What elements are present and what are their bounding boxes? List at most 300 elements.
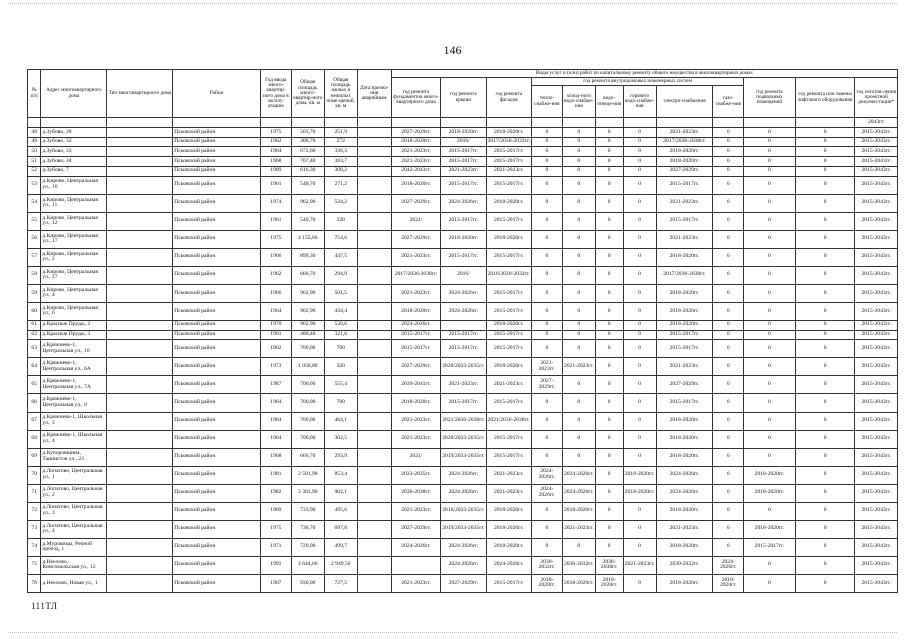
cell-gas: 0 [713,448,744,466]
col-type: Тип многоквартирного дома [107,70,173,118]
cell-res-area: 447,5 [324,248,357,266]
cell-basement: 0 [744,157,796,167]
cell-foundation: 2015-2017гг. [391,340,440,358]
cell-cold-water: 0 [562,538,595,556]
cell-hot-water: 0 [623,266,656,284]
cell-type [107,394,173,412]
cell-foundation: 2021-2023гг. [391,412,440,430]
cell-roof: 2015-2017гг. [441,147,486,157]
cell-facade: 2015-2017гг. [486,430,531,448]
col-basement: год ремонта подвальных помещений [744,78,796,118]
cell-total-area: 503,70 [291,128,324,138]
cell-heat: 0 [531,412,562,430]
cell-gas: 0 [713,340,744,358]
cell-heat: 0 [531,157,562,167]
cell-date-recog [357,330,391,340]
cell-type [107,147,173,157]
cell-facade: 2021-2023гг. [486,166,531,176]
cell-sewer: 0 [595,248,623,266]
cell-facade: 2018-2020гг. [486,194,531,212]
cell-electric: 2018-2020гг. [656,320,713,330]
cell-gas: 0 [713,466,744,484]
cell-date-recog [357,520,391,538]
cell-hot-water: 0 [623,230,656,248]
cell-gas: 0 [713,176,744,194]
cell-total-area: 700,00 [291,340,324,358]
cell-total-area: 480,40 [291,330,324,340]
cell-total-area: 962,90 [291,194,324,212]
cell-total-area: 736,70 [291,520,324,538]
cell-heat: 0 [531,248,562,266]
cell-district: Псковский район [173,574,261,592]
cell-date-recog [357,157,391,167]
cell-res-area: 302,5 [324,430,357,448]
cell-design: 2015-2043гг. [855,538,898,556]
cell-roof: 2015-2017гг. [441,248,486,266]
cell-num: 59 [28,284,41,302]
cell-heat: 0 [531,520,562,538]
cell-district: Псковский район [173,330,261,340]
cell-design: 2015-2043гг. [855,157,898,167]
cell-district: Псковский район [173,556,261,574]
cell-design: 2015-2043гг. [855,212,898,230]
table-row [28,502,898,520]
cell-roof: 2021/2036-2038гг. [441,412,486,430]
cell-address: д.Лопатово, Центральная ул., 2 [41,484,107,502]
cell-design: 2015-2043гг. [855,574,898,592]
cell-electric: 2018-2020гг. [656,412,713,430]
cell-basement: 0 [744,358,796,376]
cell-basement: 0 [744,394,796,412]
cell-district: Псковский район [173,248,261,266]
cell-num: 73 [28,520,41,538]
cell-facade: 2018-2020гг. [486,320,531,330]
cell-hot-water: 0 [623,284,656,302]
cell-facade: 2015-2017гг. [486,302,531,320]
cell-electric: 2015-2017гг. [656,176,713,194]
table-row [28,166,898,176]
cell-year: 1962 [260,340,291,358]
cell-foundation: 2021-2023гг. [391,248,440,266]
page-number: 146 [443,43,462,57]
cell-cold-water: 0 [562,128,595,138]
cell-date-recog [357,448,391,466]
cell-heat: 0 [531,176,562,194]
cell-electric: 2018-2020гг. [656,248,713,266]
cell-cold-water: 0 [562,394,595,412]
cell-lift: 0 [795,376,855,394]
cell-lift: 0 [795,574,855,592]
cell-roof [441,320,486,330]
cell-num: 54 [28,194,41,212]
cell-num: 65 [28,376,41,394]
cell-gas: 0 [713,484,744,502]
cell-year: 1981 [260,466,291,484]
cell-facade: 2016/2030-2032гг. [486,266,531,284]
top-dotted-rule [8,3,897,4]
cell-electric: 2017/2036-2038гг. [656,137,713,147]
cell-heat: 0 [531,394,562,412]
cell-roof: 2016/ [441,266,486,284]
cell-date-recog [357,320,391,330]
cell-type [107,358,173,376]
cell-sewer: 0 [595,330,623,340]
cell-type [107,412,173,430]
cell-date-recog [357,166,391,176]
cell-electric: 2018-2020гг. [656,448,713,466]
cell-basement: 0 [744,230,796,248]
cell-heat: 0 [531,302,562,320]
cell-type [107,448,173,466]
cell-gas: 0 [713,194,744,212]
cell-address: д.Лопатово, Центральная ул., 4 [41,520,107,538]
col-facade: год ремонта фасадов [486,78,531,118]
cell-electric: 2021-2023гг. [656,230,713,248]
cell-cold-water: 2018-2020гг. [562,574,595,592]
cell-district: Псковский район [173,284,261,302]
cell-cold-water: 2024-2026гг. [562,484,595,502]
cell-gas: 0 [713,284,744,302]
cell-district: Псковский район [173,466,261,484]
cell-lift: 0 [795,176,855,194]
table-row [28,412,898,430]
cell-num: 70 [28,466,41,484]
col-res-area: Общая площадь жилых и нежилых поме-щений, кв. м [324,70,357,118]
cell-electric: 2018-2020гг. [656,284,713,302]
cell-design: 2015-2043гг. [855,556,898,574]
table-row [28,484,898,502]
cell-basement: 0 [744,430,796,448]
table-row [28,248,898,266]
cell-district: Псковский район [173,266,261,284]
cell-basement: 0 [744,284,796,302]
cell-roof: 2015-2017гг. [441,212,486,230]
cell-res-area: 727,5 [324,574,357,592]
cell-sewer: 0 [595,466,623,484]
cell-district: Псковский район [173,376,261,394]
cell-electric: 2018-2020гг. [656,430,713,448]
cell-electric: 2018-2020гг. [656,147,713,157]
cell-total-area: 700,00 [291,394,324,412]
cell-year: 1973 [260,358,291,376]
cell-date-recog [357,484,391,502]
cell-num: 62 [28,330,41,340]
cell-type [107,574,173,592]
cell-gas: 0 [713,266,744,284]
cell-roof: 2019/2033-2035гг. [441,448,486,466]
cell-lift: 0 [795,394,855,412]
cell-date-recog [357,394,391,412]
cell-year: 1961 [260,330,291,340]
cell-total-area: 1 050,80 [291,358,324,376]
cell-year: 1968 [260,157,291,167]
cell-type [107,212,173,230]
cell-address: д.Кирово, Центральная ул., 11 [41,194,107,212]
cell-basement: 0 [744,212,796,230]
cell-sewer: 0 [595,412,623,430]
cell-sewer: 2036-2038гг. [595,556,623,574]
cell-year: 1971 [260,538,291,556]
cell-date-recog [357,376,391,394]
cell-num: 53 [28,176,41,194]
cell-foundation: 2018-2020гг. [391,302,440,320]
cell-total-area: 930,00 [291,574,324,592]
col-year: Год ввода много-квартир-ного дома в эксплу-атацию [260,70,291,118]
table-row [28,128,898,138]
cell-foundation: 2036-2038гг. [391,484,440,502]
table-row [28,194,898,212]
cell-total-area: 733,90 [291,502,324,520]
cell-year: 1987 [260,376,291,394]
cell-sewer: 0 [595,320,623,330]
cell-sewer: 0 [595,520,623,538]
cell-date-recog [357,248,391,266]
cell-electric: 2021-2023гг. [656,358,713,376]
cell-res-area: 320 [324,212,357,230]
cell-year: 1964 [260,412,291,430]
cell-gas: 0 [713,212,744,230]
col-design: год изготов-ления проектной докумен-тации* [855,78,898,118]
cell-type [107,166,173,176]
cell-cold-water: 0 [562,330,595,340]
cell-heat: 2024-2026гг. [531,484,562,502]
cell-facade: 2018-2020гг. [486,358,531,376]
cell-gas: 0 [713,330,744,340]
cell-district: Псковский район [173,320,261,330]
cell-address: д.Зубово, 32 [41,137,107,147]
cell-cold-water: 0 [562,340,595,358]
cell-district: Псковский район [173,538,261,556]
cell-foundation: 2027-2029гг. [391,128,440,138]
cell-district: Псковский район [173,502,261,520]
cell-facade: 2015-2017гг. [486,176,531,194]
table-row [28,284,898,302]
cell-cold-water: 0 [562,194,595,212]
cell-basement: 0 [744,412,796,430]
cell-lift: 0 [795,358,855,376]
cell-facade: 2018-2020гг. [486,230,531,248]
cell-gas: 0 [713,248,744,266]
cell-year: 1991 [260,556,291,574]
cell-type [107,194,173,212]
cell-year: 1974 [260,194,291,212]
cell-sewer: 0 [595,166,623,176]
cell-heat: 2018-2020гг. [531,574,562,592]
cell-hot-water: 0 [623,302,656,320]
table-row [28,320,898,330]
cell-year: 1975 [260,520,291,538]
cell-foundation: 2027-2029гг. [391,230,440,248]
cell-res-area: 251,9 [324,128,357,138]
cell-type [107,340,173,358]
cell-res-area: 308,2 [324,166,357,176]
cell-gas: 0 [713,230,744,248]
cell-electric: 2027-2029гг. [656,166,713,176]
cell-electric: 2015-2017гг. [656,330,713,340]
cell-sewer: 0 [595,194,623,212]
cell-res-area: 293,9 [324,448,357,466]
cell-lift: 0 [795,448,855,466]
cell-cold-water: 0 [562,302,595,320]
cell-design: 2015-2043гг. [855,302,898,320]
cell-heat: 0 [531,320,562,330]
cell-date-recog [357,340,391,358]
cell-num: 58 [28,266,41,284]
cell-hot-water: 0 [623,394,656,412]
cell-date-recog [357,284,391,302]
cell-cold-water: 0 [562,147,595,157]
cell-num: 52 [28,166,41,176]
cell-design: 2015-2043гг. [855,320,898,330]
cell-heat: 2024-2026гг. [531,466,562,484]
cell-design: 2015-2043гг. [855,137,898,147]
cell-facade: 2018-2020гг. [486,520,531,538]
cell-district: Псковский район [173,166,261,176]
cell-heat: 2027-2029гг. [531,376,562,394]
table-row [28,556,898,574]
cell-date-recog [357,302,391,320]
cell-facade: 2015-2017гг. [486,147,531,157]
cell-num: 57 [28,248,41,266]
cell-electric: 2018-2020гг. [656,157,713,167]
cell-res-area: 383,7 [324,157,357,167]
cell-lift: 0 [795,484,855,502]
cell-type [107,330,173,340]
cell-total-area: 899,30 [291,248,324,266]
cell-total-area: 4 155,60 [291,230,324,248]
table-body [28,118,898,593]
cell-electric: 2018-2020гг. [656,538,713,556]
cell-type [107,230,173,248]
cell-type [107,376,173,394]
cell-address: д.Неелово, Новая ул., 1 [41,574,107,592]
cell-gas: 0 [713,157,744,167]
cell-cold-water: 2021-2023гг. [562,520,595,538]
col-date-recog: Дата призна-ния аварийным [357,70,391,118]
cell-heat: 0 [531,538,562,556]
cell-cold-water: 2018-2020гг. [562,502,595,520]
cell-hot-water: 2021-2023гг. [623,556,656,574]
cell-foundation: 2018-2020гг. [391,137,440,147]
cell-district: Псковский район [173,212,261,230]
cell-address: д.Зубово, 34 [41,157,107,167]
cell-gas: 0 [713,394,744,412]
cell-basement: 0 [744,147,796,157]
cell-lift: 0 [795,137,855,147]
col-total-area: Общая площадь много-квартир-ного дома, кв. м [291,70,324,118]
cell-district: Псковский район [173,484,261,502]
cell-type [107,538,173,556]
cell-facade: 2015-2017гг. [486,212,531,230]
cell-year: 1969 [260,502,291,520]
cell-basement: 2015-2017гг. [744,538,796,556]
cell-num: 67 [28,412,41,430]
cell-address: д.Кирово, Центральная ул., 12 [41,212,107,230]
cell-basement: 0 [744,502,796,520]
cell-cold-water: 0 [562,320,595,330]
cell-facade: 2024-2026гг. [486,556,531,574]
cell-sewer: 0 [595,137,623,147]
cell-roof: 2015-2017гг. [441,157,486,167]
cell-electric: 2018-2020гг. [656,302,713,320]
col-heat: тепло-снабже-ния [531,86,562,118]
cell-res-area: 501,5 [324,284,357,302]
cell-lift: 0 [795,412,855,430]
cell-district: Псковский район [173,520,261,538]
cell-foundation: 2021-2023гг. [391,502,440,520]
cell-heat: 0 [531,430,562,448]
cell-address: д.Кирово, Центральная ул., 4 [41,284,107,302]
cell-roof: 2021-2023гг. [441,376,486,394]
cell-hot-water: 0 [623,320,656,330]
cell-res-area: 700 [324,340,357,358]
cell-total-area: 962,90 [291,320,324,330]
cell-lift: 0 [795,212,855,230]
cell-year: 1962 [260,266,291,284]
cell-num: 60 [28,302,41,320]
cell-roof: 2020/2033-2035гг. [441,358,486,376]
table-row [28,430,898,448]
cell-roof: 2024-2026гг. [441,538,486,556]
cell-design: 2015-2043гг. [855,376,898,394]
cell-num: 71 [28,484,41,502]
cell-foundation: 2033-2035гг. [391,466,440,484]
cell-electric: 2015-2017гг. [656,394,713,412]
cell-res-area: 271,2 [324,176,357,194]
cell-year: 1964 [260,394,291,412]
cell-date-recog [357,176,391,194]
cell-heat: 0 [531,147,562,157]
cell-sewer: 2018-2020гг. [595,574,623,592]
cell-lift: 0 [795,266,855,284]
cell-foundation [391,556,440,574]
cell-sewer: 0 [595,394,623,412]
cell-num: 61 [28,320,41,330]
col-electric: электро-снабжения [656,86,713,118]
cell-type [107,284,173,302]
cell-num: 48 [28,128,41,138]
col-cold-water: холод-ного водо-снабже-ния [562,86,595,118]
cell-date-recog [357,574,391,592]
cell-address: д.Кряжнево-1, Центральная ул., 7А [41,376,107,394]
cell-facade: 2021-2023гг. [486,376,531,394]
cell-cold-water: 0 [562,176,595,194]
col-num: № п/п [28,70,41,118]
cell-date-recog [357,502,391,520]
cell-total-area: 4 644,60 [291,556,324,574]
cell-sewer: 0 [595,230,623,248]
cell-num: 51 [28,157,41,167]
cell-sewer: 0 [595,302,623,320]
cell-cold-water: 0 [562,266,595,284]
cell-num: 64 [28,358,41,376]
cell-district: Псковский район [173,147,261,157]
cell-hot-water: 0 [623,176,656,194]
cell-hot-water: 0 [623,574,656,592]
cell-foundation: 2027-2029гг. [391,520,440,538]
cell-cold-water: 0 [562,430,595,448]
cell-year: 1961 [260,212,291,230]
cell-heat: 0 [531,166,562,176]
cell-num: 50 [28,147,41,157]
col-gas: газо-снабже-ния [713,86,744,118]
cell-type [107,502,173,520]
cell-address: д.Кряжнево-1, Центральная ул., 8 [41,394,107,412]
col-hot-water: горячего водо-снабже-ния [623,86,656,118]
cell-district: Псковский район [173,157,261,167]
cell-foundation: 2021-2023гг. [391,157,440,167]
cell-roof: 2024-2026гг. [441,556,486,574]
